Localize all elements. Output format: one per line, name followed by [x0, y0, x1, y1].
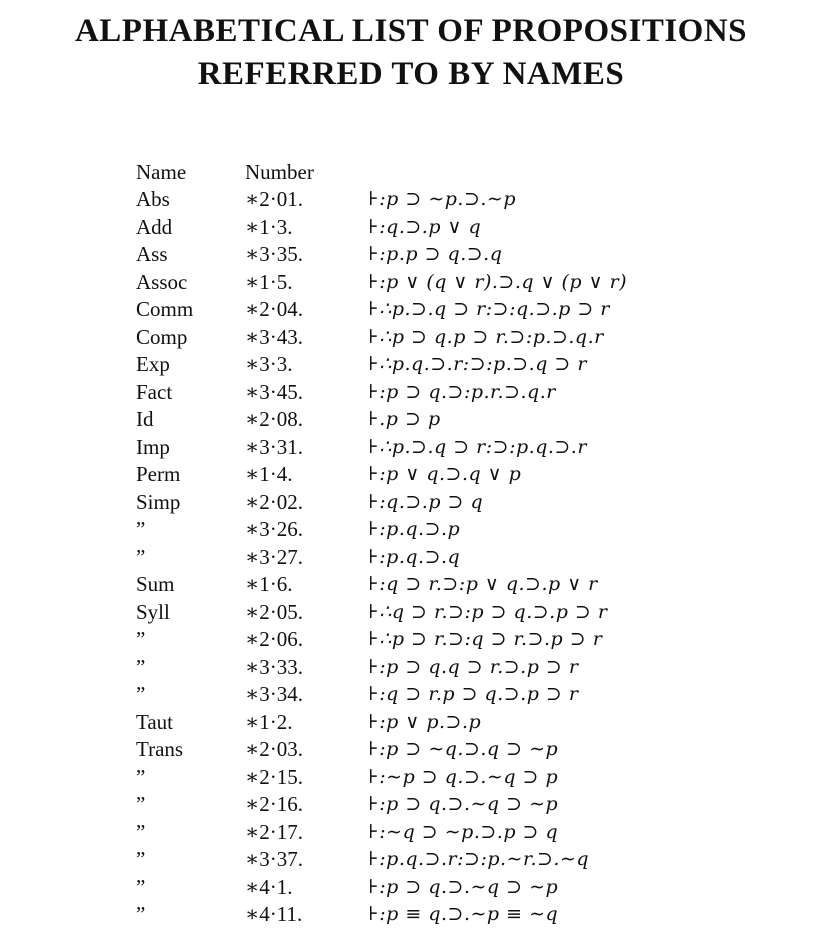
proposition-name: ” — [136, 654, 146, 679]
proposition-name: Exp — [136, 352, 170, 376]
proposition-formula: ⊦:q.⊃.p ∨ q — [368, 215, 482, 238]
proposition-formula: ⊦∴p ⊃ r.⊃:q ⊃ r.⊃.p ⊃ r — [368, 628, 603, 650]
proposition-number: ∗3·3. — [245, 352, 293, 376]
proposition-name: Id — [136, 407, 154, 431]
list-item — [0, 901, 822, 929]
proposition-formula: ⊦:p.p ⊃ q.⊃.q — [368, 243, 503, 265]
list-item — [0, 874, 822, 902]
proposition-number: ∗3·27. — [245, 544, 304, 569]
proposition-number: ∗2·04. — [245, 297, 304, 321]
proposition-number: ∗2·03. — [245, 737, 304, 761]
proposition-name: ” — [136, 764, 146, 789]
list-item — [0, 241, 822, 269]
list-item — [0, 296, 822, 324]
proposition-name: ” — [136, 902, 146, 926]
proposition-formula: ⊦:p ⊃ q.⊃.∼q ⊃ ∼p — [368, 875, 559, 898]
proposition-number: ∗2·06. — [245, 627, 304, 651]
proposition-number: ∗4·11. — [245, 902, 303, 926]
proposition-number: ∗2·01. — [245, 187, 304, 211]
proposition-formula: ⊦:q.⊃.p ⊃ q — [368, 490, 484, 513]
proposition-formula: ⊦∴p.q.⊃.r:⊃:p.⊃.q ⊃ r — [368, 353, 587, 375]
proposition-formula: ⊦.p ⊃ p — [368, 408, 441, 430]
proposition-formula: ⊦:p.q.⊃.r:⊃:p.∼r.⊃.∼q — [368, 848, 590, 870]
proposition-formula: ⊦:p.q.⊃.q — [368, 545, 461, 568]
page-title-line-2: REFERRED TO BY NAMES — [197, 56, 625, 92]
list-item — [0, 626, 822, 654]
proposition-name: ” — [136, 874, 146, 899]
proposition-formula: ⊦:p ∨ (q ∨ r).⊃.q ∨ (p ∨ r) — [368, 270, 628, 293]
list-item — [0, 461, 822, 489]
proposition-number: ∗3·37. — [245, 847, 304, 871]
proposition-name: ” — [136, 847, 146, 871]
list-item — [0, 571, 822, 599]
proposition-number: ∗3·34. — [245, 682, 304, 706]
proposition-name: Sum — [136, 572, 175, 596]
proposition-formula: ⊦:q ⊃ r.⊃:p ∨ q.⊃.p ∨ r — [368, 573, 598, 595]
list-item — [0, 681, 822, 709]
column-headers — [0, 159, 822, 187]
proposition-formula: ⊦:q ⊃ r.p ⊃ q.⊃.p ⊃ r — [368, 683, 579, 705]
proposition-number: ∗3·26. — [245, 517, 304, 541]
proposition-number: ∗2·05. — [245, 599, 304, 624]
proposition-number: ∗3·43. — [245, 324, 304, 349]
proposition-number: ∗3·31. — [245, 434, 304, 459]
name-column-header: Name — [136, 160, 187, 184]
proposition-formula: ⊦:p ⊃ q.⊃.∼q ⊃ ∼p — [368, 793, 559, 815]
list-item — [0, 764, 822, 792]
list-item — [0, 379, 822, 407]
proposition-name: ” — [136, 517, 146, 541]
proposition-name: Perm — [136, 462, 181, 486]
proposition-number: ∗2·08. — [245, 407, 304, 431]
proposition-number: ∗1·6. — [245, 572, 293, 596]
list-item — [0, 819, 822, 847]
proposition-formula: ⊦:p ⊃ q.⊃:p.r.⊃.q.r — [368, 380, 556, 403]
list-item — [0, 709, 822, 737]
list-item — [0, 736, 822, 764]
number-column-header: Number — [245, 160, 314, 184]
proposition-formula: ⊦:p ⊃ q.q ⊃ r.⊃.p ⊃ r — [368, 655, 579, 678]
proposition-number: ∗1·4. — [245, 462, 293, 486]
list-item — [0, 269, 822, 297]
proposition-number: ∗1·5. — [245, 269, 293, 294]
list-item — [0, 489, 822, 517]
proposition-name: Comp — [136, 324, 188, 349]
proposition-number: ∗4·1. — [245, 874, 293, 899]
proposition-formula: ⊦:p.q.⊃.p — [368, 518, 461, 540]
proposition-name: Ass — [136, 242, 168, 266]
list-item — [0, 791, 822, 819]
proposition-formula: ⊦∴p ⊃ q.p ⊃ r.⊃:p.⊃.q.r — [368, 325, 604, 348]
proposition-name: Syll — [136, 599, 170, 624]
proposition-number: ∗2·16. — [245, 792, 304, 816]
list-item — [0, 544, 822, 572]
proposition-number: ∗2·02. — [245, 489, 304, 514]
proposition-name: ” — [136, 819, 146, 844]
proposition-formula: ⊦:p ∨ p.⊃.p — [368, 710, 482, 733]
proposition-formula: ⊦:p ∨ q.⊃.q ∨ p — [368, 463, 522, 485]
list-item — [0, 846, 822, 874]
list-item — [0, 434, 822, 462]
page-title-line-1: ALPHABETICAL LIST OF PROPOSITIONS — [74, 13, 748, 49]
proposition-number: ∗3·45. — [245, 379, 304, 404]
proposition-number: ∗1·2. — [245, 709, 293, 734]
proposition-formula: ⊦:p ⊃ ∼p.⊃.∼p — [368, 188, 516, 210]
page-title — [0, 10, 822, 96]
list-item — [0, 516, 822, 544]
proposition-name: Taut — [136, 709, 174, 734]
list-item — [0, 186, 822, 214]
proposition-name: Abs — [136, 187, 170, 211]
list-item — [0, 214, 822, 242]
proposition-number: ∗2·17. — [245, 819, 304, 844]
proposition-name: Assoc — [136, 269, 188, 294]
proposition-formula: ⊦∴p.⊃.q ⊃ r:⊃:q.⊃.p ⊃ r — [368, 298, 610, 320]
proposition-name: Trans — [136, 737, 184, 761]
proposition-name: Add — [136, 214, 173, 239]
proposition-formula: ⊦∴q ⊃ r.⊃:p ⊃ q.⊃.p ⊃ r — [368, 600, 608, 623]
proposition-name: Simp — [136, 489, 181, 514]
list-item — [0, 654, 822, 682]
proposition-name: Fact — [136, 379, 173, 404]
proposition-formula: ⊦:∼q ⊃ ∼p.⊃.p ⊃ q — [368, 820, 559, 843]
proposition-number: ∗1·3. — [245, 214, 293, 239]
proposition-formula: ⊦∴p.⊃.q ⊃ r:⊃:p.q.⊃.r — [368, 435, 587, 458]
list-item — [0, 599, 822, 627]
list-item — [0, 406, 822, 434]
proposition-name: Imp — [136, 434, 170, 459]
proposition-number: ∗2·15. — [245, 764, 304, 789]
proposition-name: ” — [136, 682, 146, 706]
list-item — [0, 324, 822, 352]
proposition-name: ” — [136, 792, 146, 816]
proposition-number: ∗3·35. — [245, 242, 304, 266]
list-item — [0, 351, 822, 379]
proposition-list — [0, 186, 822, 929]
proposition-name: ” — [136, 544, 146, 569]
proposition-name: Comm — [136, 297, 194, 321]
proposition-number: ∗3·33. — [245, 654, 304, 679]
proposition-formula: ⊦:∼p ⊃ q.⊃.∼q ⊃ p — [368, 765, 559, 788]
proposition-formula: ⊦:p ⊃ ∼q.⊃.q ⊃ ∼p — [368, 738, 559, 760]
proposition-formula: ⊦:p ≡ q.⊃.∼p ≡ ∼q — [368, 903, 559, 925]
proposition-name: ” — [136, 627, 146, 651]
